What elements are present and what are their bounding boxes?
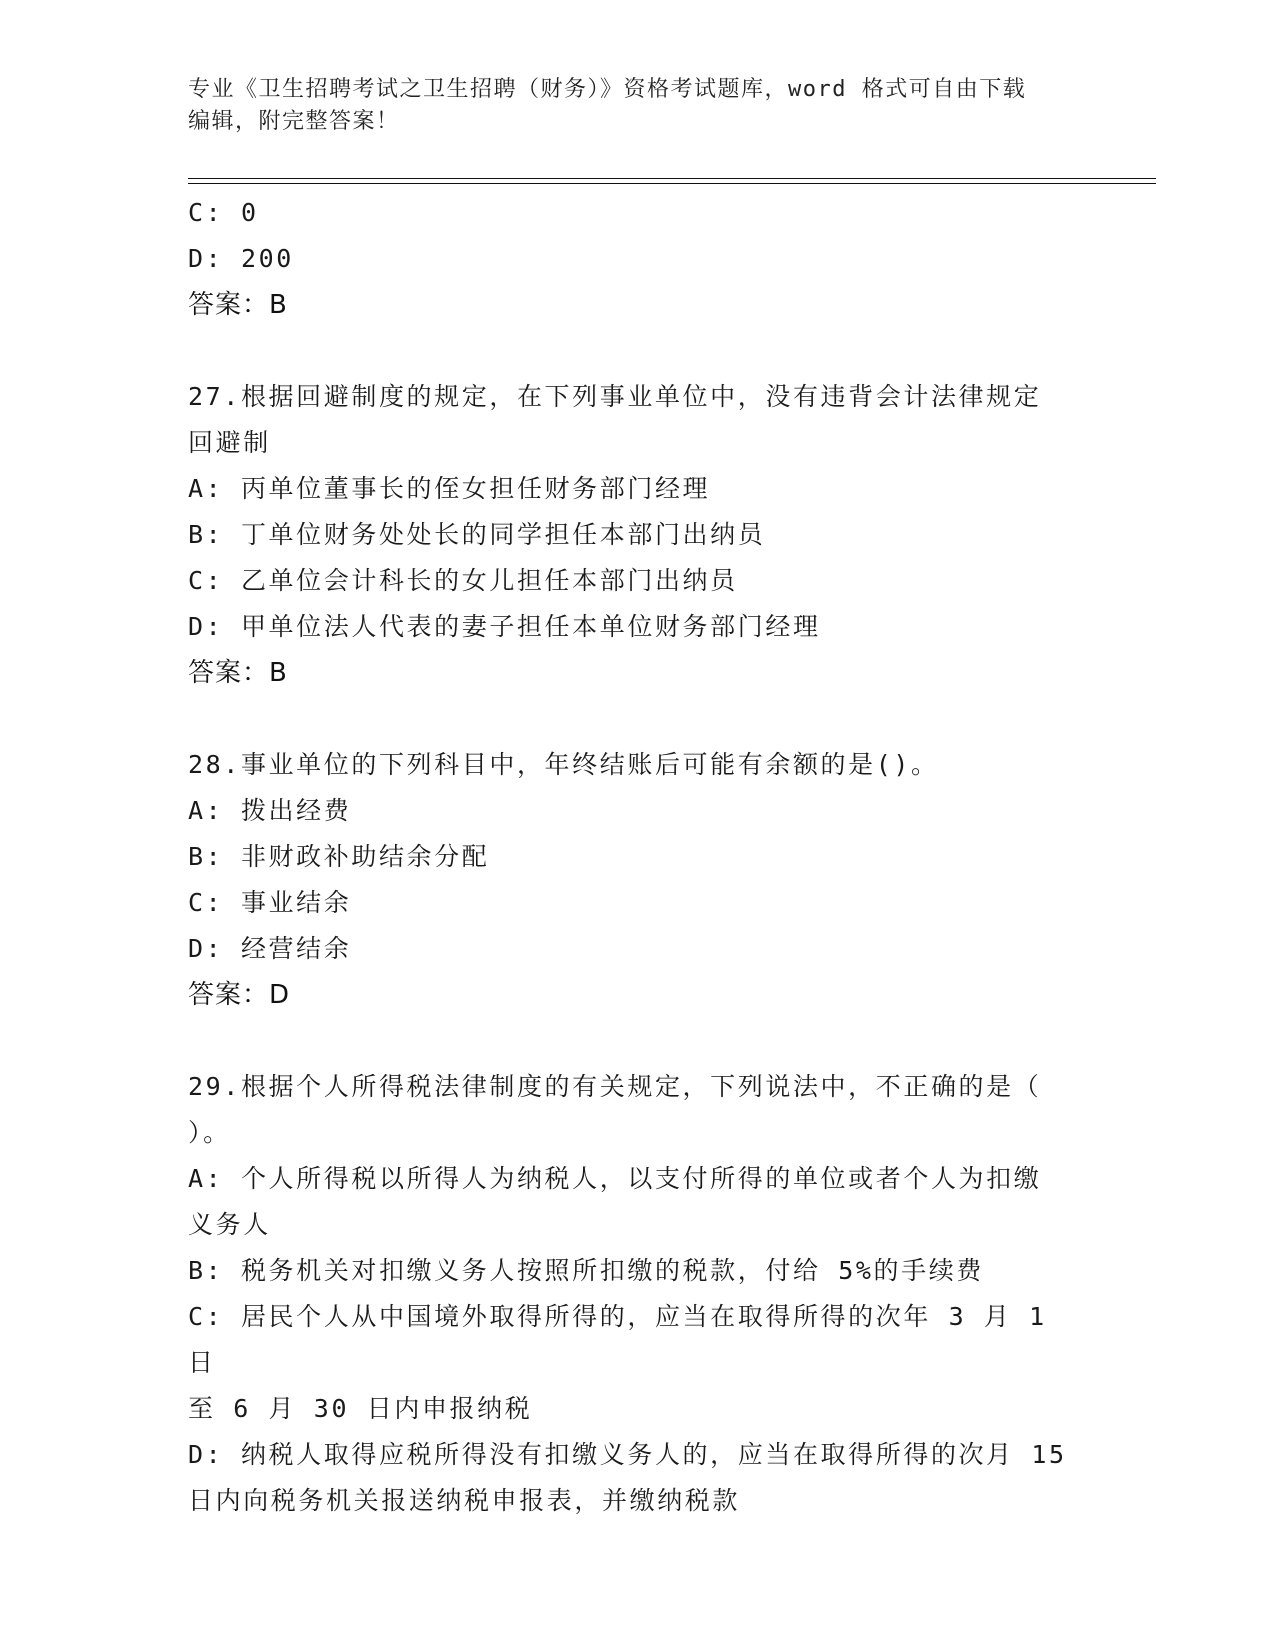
option-d: D: 纳税人取得应税所得没有扣缴义务人的，应当在取得所得的次月 15 <box>188 1440 1067 1469</box>
option-d: D: 200 <box>188 244 294 273</box>
header-rule-top <box>188 178 1156 179</box>
spacer <box>188 328 1088 374</box>
option-d-continued: 日内向税务机关报送纳税申报表，并缴纳税款 <box>188 1486 741 1515</box>
option-c-continued: 至 6 月 30 日内申报纳税 <box>188 1394 533 1423</box>
option-a: A: 丙单位董事长的侄女担任财务部门经理 <box>188 474 711 503</box>
option-b: B: 丁单位财务处处长的同学担任本部门出纳员 <box>188 520 766 549</box>
page-header <box>188 74 1088 138</box>
question-27 <box>188 374 1088 696</box>
option-a: A: 拨出经费 <box>188 796 352 825</box>
previous-question-tail <box>188 190 1088 328</box>
document-body <box>188 190 1088 1524</box>
spacer <box>188 696 1088 742</box>
question-28 <box>188 742 1088 1018</box>
option-c: C: 0 <box>188 198 259 227</box>
question-stem-line: ）。 <box>188 1118 231 1147</box>
question-stem-line: 回避制 <box>188 428 271 457</box>
answer-line: 答案：D <box>188 980 291 1010</box>
question-29 <box>188 1064 1088 1524</box>
spacer <box>188 1018 1088 1064</box>
answer-line: 答案：B <box>188 658 288 688</box>
option-b: B: 非财政补助结余分配 <box>188 842 490 871</box>
question-stem-line: 29.根据个人所得税法律制度的有关规定，下列说法中，不正确的是（ <box>188 1072 1042 1101</box>
option-a: A: 个人所得税以所得人为纳税人，以支付所得的单位或者个人为扣缴 <box>188 1164 1042 1193</box>
header-line-2: 编辑，附完整答案！ <box>188 109 400 134</box>
option-d: D: 经营结余 <box>188 934 352 963</box>
option-b: B: 税务机关对扣缴义务人按照所扣缴的税款，付给 5%的手续费 <box>188 1256 984 1285</box>
option-c: C: 乙单位会计科长的女儿担任本部门出纳员 <box>188 566 738 595</box>
option-a-continued: 义务人 <box>188 1210 271 1239</box>
option-d: D: 甲单位法人代表的妻子担任本单位财务部门经理 <box>188 612 821 641</box>
option-c: C: 居民个人从中国境外取得所得的，应当在取得所得的次年 3 月 1 日 <box>188 1302 1065 1377</box>
header-line-1: 专业《卫生招聘考试之卫生招聘（财务）》资格考试题库，word 格式可自由下载 <box>188 77 1027 102</box>
header-rule-bottom <box>188 183 1156 184</box>
question-stem-line: 27.根据回避制度的规定，在下列事业单位中，没有违背会计法律规定 <box>188 382 1042 411</box>
question-stem-line: 28.事业单位的下列科目中，年终结账后可能有余额的是()。 <box>188 750 939 779</box>
answer-line: 答案：B <box>188 290 288 320</box>
option-c: C: 事业结余 <box>188 888 352 917</box>
